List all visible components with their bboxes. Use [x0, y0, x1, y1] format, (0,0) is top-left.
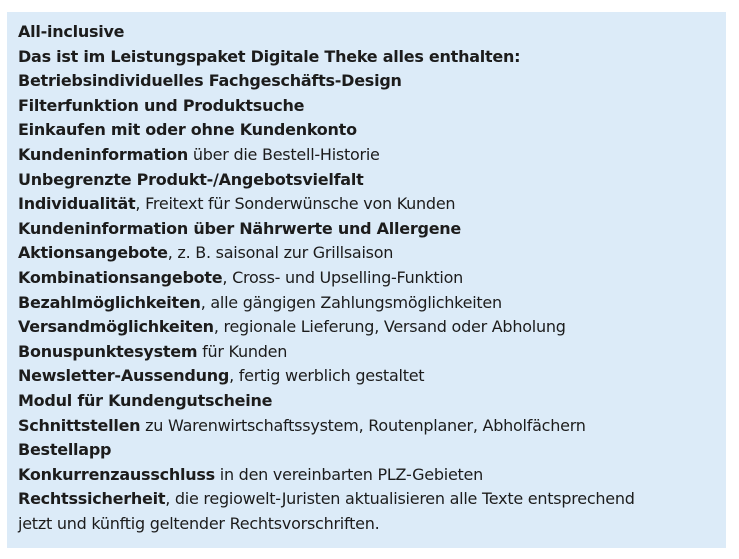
feature-item: Filterfunktion und Produktsuche [18, 95, 305, 115]
feature-item: Aktionsangebote, z. B. saisonal zur Grillsaison [18, 243, 394, 263]
feature-item: Kundeninformation über die Bestell-Historie [18, 144, 380, 164]
feature-item: Bestellapp [18, 440, 112, 460]
feature-item: Bezahlmöglichkeiten, alle gängigen Zahlungsmöglichkeiten [18, 292, 502, 312]
info-box [7, 12, 726, 548]
feature-item: Individualität, Freitext für Sonderwünsche von Kunden [18, 194, 456, 214]
feature-item: Einkaufen mit oder ohne Kundenkonto [18, 120, 357, 140]
feature-item: Betriebsindividuelles Fachgeschäfts-Design [18, 71, 402, 91]
feature-item: Bonuspunktesystem für Kunden [18, 341, 288, 361]
feature-item: Rechtssicherheit, die regiowelt-Juristen aktualisieren alle Texte entsprechend [18, 489, 635, 509]
feature-item: Newsletter-Aussendung, fertig werblich gestaltet [18, 366, 425, 386]
box-closing: jetzt und künftig geltender Rechtsvorschriften. [18, 513, 380, 533]
feature-item: Kundeninformation über Nährwerte und Allergene [18, 218, 462, 238]
feature-item: Modul für Kundengutscheine [18, 390, 273, 410]
feature-item: Konkurrenzausschluss in den vereinbarten PLZ-Gebieten [18, 464, 484, 484]
feature-item: Versandmöglichkeiten, regionale Lieferung, Versand oder Abholung [18, 317, 566, 337]
feature-item: Unbegrenzte Produkt-/Angebotsvielfalt [18, 169, 364, 189]
feature-item: Kombinationsangebote, Cross- und Upselling-Funktion [18, 267, 464, 287]
box-intro: Das ist im Leistungspaket Digitale Theke alles enthalten: [18, 46, 521, 66]
feature-item: Schnittstellen zu Warenwirtschaftssystem, Routenplaner, Abholfächern [18, 415, 586, 435]
box-heading: All-inclusive [18, 22, 125, 41]
